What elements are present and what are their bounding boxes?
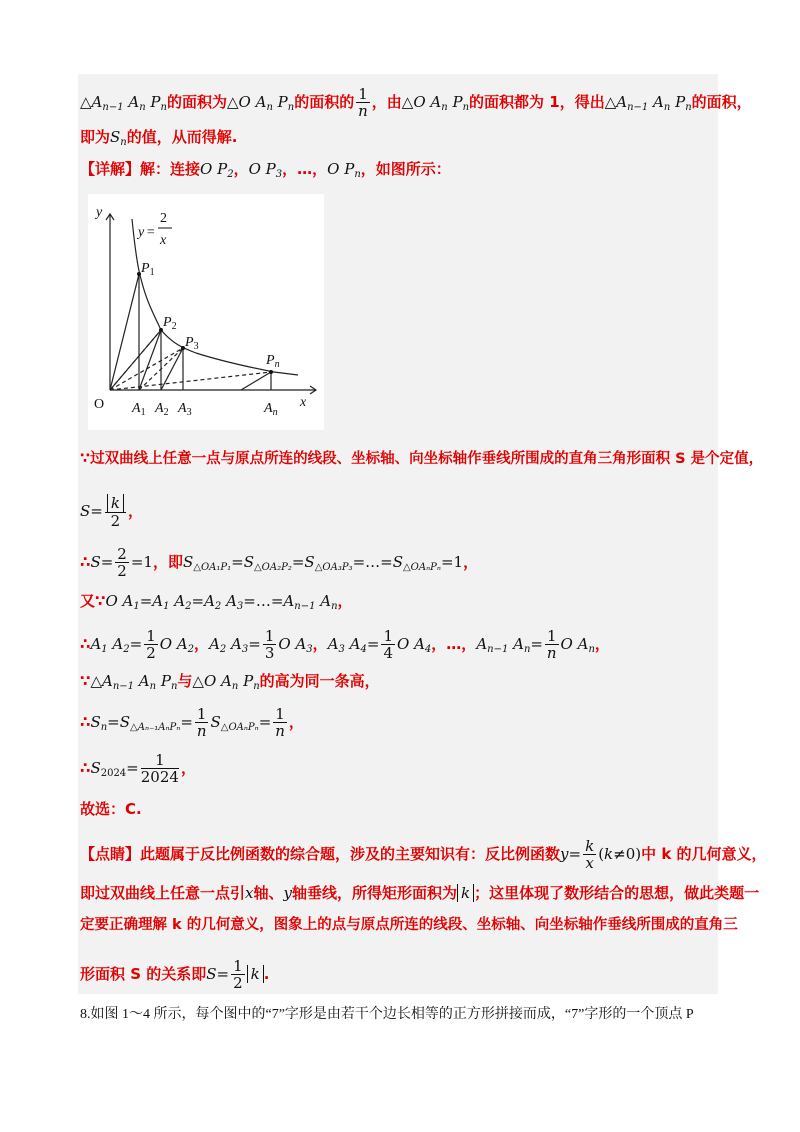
answer-line: 故选：C. xyxy=(80,800,142,818)
function-y: y xyxy=(138,225,145,240)
reason-line-1: ∵过双曲线上任意一点与原点所连的线段、坐标轴、向坐标轴作垂线所围成的直角三角形面积 S 是个定值， xyxy=(80,451,764,467)
an-label: $A_n$ xyxy=(264,401,278,418)
analysis-line-2: 即为$S_n$的值，从而得解. xyxy=(80,128,238,148)
pn-label: $P_n$ xyxy=(266,353,280,370)
analysis-line-1: $\triangle A_{n-1}$ $A_n$ $P_n$的面积为△O $A_n$ $P_n$的面积的 $\frac{1}{n}$ ，由△O $A_n$ $P_n$的面积都为 1，得出$\triangle A_{n-1}$ $A_n$ $P_n$的面积， xyxy=(80,85,752,120)
origin-label: O xyxy=(94,397,105,412)
p3-label: $P_3$ xyxy=(185,335,199,352)
segment-ratios: $\therefore A_1$ $A_2=$ $\frac{1}{2}$ O $A_2$，$A_2$ $A_3=$ $\frac{1}{3}$ O $A_3$，$A_3$ $A_4=$ $\frac{1}{4}$ O $A_4$，…，$A_{n-1}$ $A_n=$ $\frac{1}{n}$ O $A_n$， xyxy=(80,627,610,662)
comment-line-1: 【点睛】此题属于反比例函数的综合题，涉及的主要知识有：反比例函数y= $\frac{k}{x}$ (k≠0)中 k 的几何意义， xyxy=(80,837,767,872)
comment-line-2: 即过双曲线上任意一点引x轴、y轴垂线，所得矩形面积为 k ；这里体现了数形结合的思想，做此类题一 xyxy=(80,884,760,902)
p2-label: $P_2$ xyxy=(163,315,177,332)
segments-equal: 又∵O $A_1=A_1$ $A_2=A_2$ $A_3=\dots=A_{n-1}$ $A_n$， xyxy=(80,592,353,612)
a3-label: $A_3$ xyxy=(178,401,192,418)
formula-s-k: S= $\frac{k}{2}$ ， xyxy=(80,494,143,530)
sn-formula: $\therefore S_n=S_{\triangle A_{n-1}A_nP_n}=$ $\frac{1}{n}$ $S_{\triangle OA_nP_n}=$ $\frac{1}{n}$ ， xyxy=(80,705,304,740)
hyperbola-curve xyxy=(132,219,298,375)
p1-label: $P_1$ xyxy=(141,261,155,278)
same-height-line: $\because\triangle A_{n-1}$ $A_n$ $P_n$与△O $A_n$ $P_n$的高为同一条高， xyxy=(80,672,380,692)
question-8: 8.如图 1～4 所示，每个图中的“7”字形是由若干个边长相等的正方形拼接而成，“7”字形的一个顶点 P xyxy=(80,1007,694,1022)
function-num: 2 xyxy=(160,211,167,226)
svg-text:=: = xyxy=(146,225,156,240)
detail-line: 【详解】解：连接O $P_2$，O $P_3$，…，O $P_n$，如图所示： xyxy=(80,160,451,180)
y-axis-label: y xyxy=(96,205,103,220)
hyperbola-diagram xyxy=(88,194,324,430)
hyperbola-figure xyxy=(88,194,324,430)
a1-label: $A_1$ xyxy=(132,401,146,418)
x-axis-label: x xyxy=(300,395,307,410)
function-den: x xyxy=(160,233,167,248)
a2-label: $A_2$ xyxy=(155,401,169,418)
s2024-formula: $\therefore S_{2024}=$ $\frac{1}{2024}$ ， xyxy=(80,751,196,786)
comment-line-3: 定要正确理解 k 的几何意义，图象上的点与原点所连的线段、坐标轴、向坐标轴作垂线所围成的直角三 xyxy=(80,917,738,933)
formula-s-equals: ∴S= $\frac{2}{2}$ =1，即$S_{\triangle OA_1P_1}=S_{\triangle OA_2P_2}=S_{\triangle OA_3P_3}=\dots=S_{\triangle OA_nP_n}=1$， xyxy=(80,545,479,580)
comment-line-4: 形面积 S 的关系即S= $\frac{1}{2}$ k . xyxy=(80,957,270,992)
